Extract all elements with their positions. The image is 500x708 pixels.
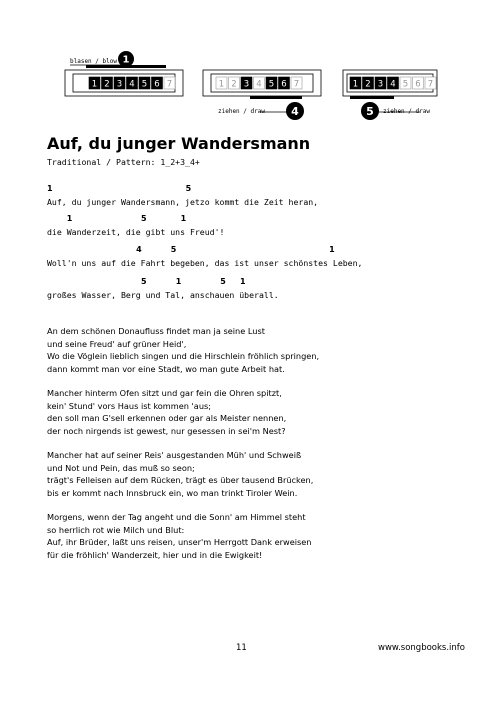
badge-2: 4 — [291, 105, 299, 118]
badge-3: 5 — [366, 105, 374, 118]
verse-line: Morgens, wenn der Tag angeht und die Sonn' am Himmel steht — [47, 512, 306, 522]
lyric-line: die Wanderzeit, die gibt uns Freud'! — [47, 227, 225, 237]
lyric-line: großes Wasser, Berg und Tal, anschauen überall. — [47, 290, 279, 300]
verse-line: so herrlich rot wie Milch und Blut: — [47, 524, 185, 535]
tab-number: 1 — [66, 214, 73, 223]
verse-line: Mancher hat auf seiner Reis' ausgestanden Müh' und Schweiß — [47, 450, 302, 460]
verse — [47, 387, 286, 437]
draw-label-3: ziehen / draw — [383, 108, 430, 115]
verse-line: Mancher hinterm Ofen sitzt und gar fein die Ohren spitzt, — [47, 388, 282, 398]
hole-number: 5 — [402, 79, 409, 90]
harmonica-diagram-1 — [64, 50, 184, 100]
hole-number: 7 — [166, 79, 173, 90]
verse-line: und Not und Pein, das muß so seon; — [47, 462, 195, 473]
verse-line: der noch nirgends ist gewest, nur gesessen in sei'm Nest? — [47, 425, 286, 436]
tab-number: 5 — [220, 277, 226, 286]
hole-number: 1 — [218, 79, 225, 90]
draw-label-2: ziehen / draw — [218, 108, 265, 115]
verse-line: trägt's Felleisen auf dem Rücken, trägt es über tausend Brücken, — [47, 475, 314, 485]
hole-number: 6 — [415, 79, 421, 90]
hole-number: 4 — [129, 79, 135, 90]
hole-number: 3 — [377, 79, 384, 90]
verse-line: den soll man G'sell erkennen oder gar als Meister nennen, — [47, 413, 287, 423]
hole-number: 4 — [256, 79, 262, 90]
verse — [47, 449, 313, 499]
song-subtitle: Traditional / Pattern: 1_2+3_4+ — [47, 157, 200, 167]
site-url: www.songbooks.info — [378, 643, 465, 653]
hole-number: 5 — [141, 79, 148, 90]
hole-number: 2 — [231, 79, 237, 90]
hole-number: 4 — [390, 79, 396, 90]
hole-number: 7 — [427, 79, 434, 90]
tab-number: 1 — [180, 214, 187, 223]
harmonica-diagram-3 — [342, 68, 438, 100]
tab-number: 4 — [136, 245, 142, 254]
lyric-line: Woll'n uns auf die Fahrt begeben, das ist unser schönstes Leben, — [47, 258, 363, 268]
verse-line: kein' Stund' vors Haus ist kommen 'aus; — [47, 400, 212, 411]
verse-line: bis er kommt nach Innsbruck ein, wo man trinkt Tiroler Wein. — [47, 487, 298, 498]
verse-line: Wo die Vöglein lieblich singen und die Hirschlein fröhlich springen, — [47, 351, 320, 361]
hole-number: 7 — [293, 79, 300, 90]
verse-line: Auf, ihr Brüder, laßt uns reisen, unser'm Herrgott Dank erweisen — [47, 537, 312, 547]
verse — [47, 325, 319, 375]
hole-number: 1 — [91, 79, 98, 90]
verse-line: An dem schönen Donaufluss findet man ja seine Lust — [47, 326, 265, 336]
tab-number: 5 — [185, 184, 192, 193]
song-title: Auf, du junger Wandersmann — [47, 134, 311, 153]
tab-number: 1 — [175, 277, 182, 286]
verse-line: dann kommt man vor eine Stadt, wo man gute Arbeit hat. — [47, 363, 285, 374]
tab-number: 1 — [329, 245, 335, 254]
lyric-line: Auf, du junger Wandersmann, jetzo kommt die Zeit heran, — [47, 197, 319, 207]
tab-number: 1 — [240, 277, 246, 286]
tab-number: 5 — [141, 277, 147, 286]
hole-number: 2 — [104, 79, 110, 90]
badge-1: 1 — [122, 54, 130, 66]
hole-number: 5 — [268, 79, 275, 90]
hole-number: 6 — [154, 79, 160, 90]
verse-line: und seine Freud' auf grüner Heid', — [47, 338, 187, 349]
hole-number: 1 — [352, 79, 359, 90]
verse-line: für die fröhlich' Wanderzeit, hier und in die Ewigkeit! — [47, 549, 263, 560]
hole-number: 3 — [116, 79, 123, 90]
hole-number: 3 — [243, 79, 250, 90]
verse — [47, 511, 312, 561]
hole-number: 6 — [281, 79, 287, 90]
draw-marker-2 — [260, 100, 310, 122]
blow-label: blasen / blow — [70, 58, 117, 65]
page-number: 11 — [236, 643, 247, 653]
tab-number: 5 — [170, 245, 177, 254]
harmonica-diagram-2 — [202, 68, 322, 100]
tab-number: 5 — [141, 214, 147, 223]
tab-number: 1 — [47, 184, 53, 193]
hole-number: 2 — [365, 79, 371, 90]
